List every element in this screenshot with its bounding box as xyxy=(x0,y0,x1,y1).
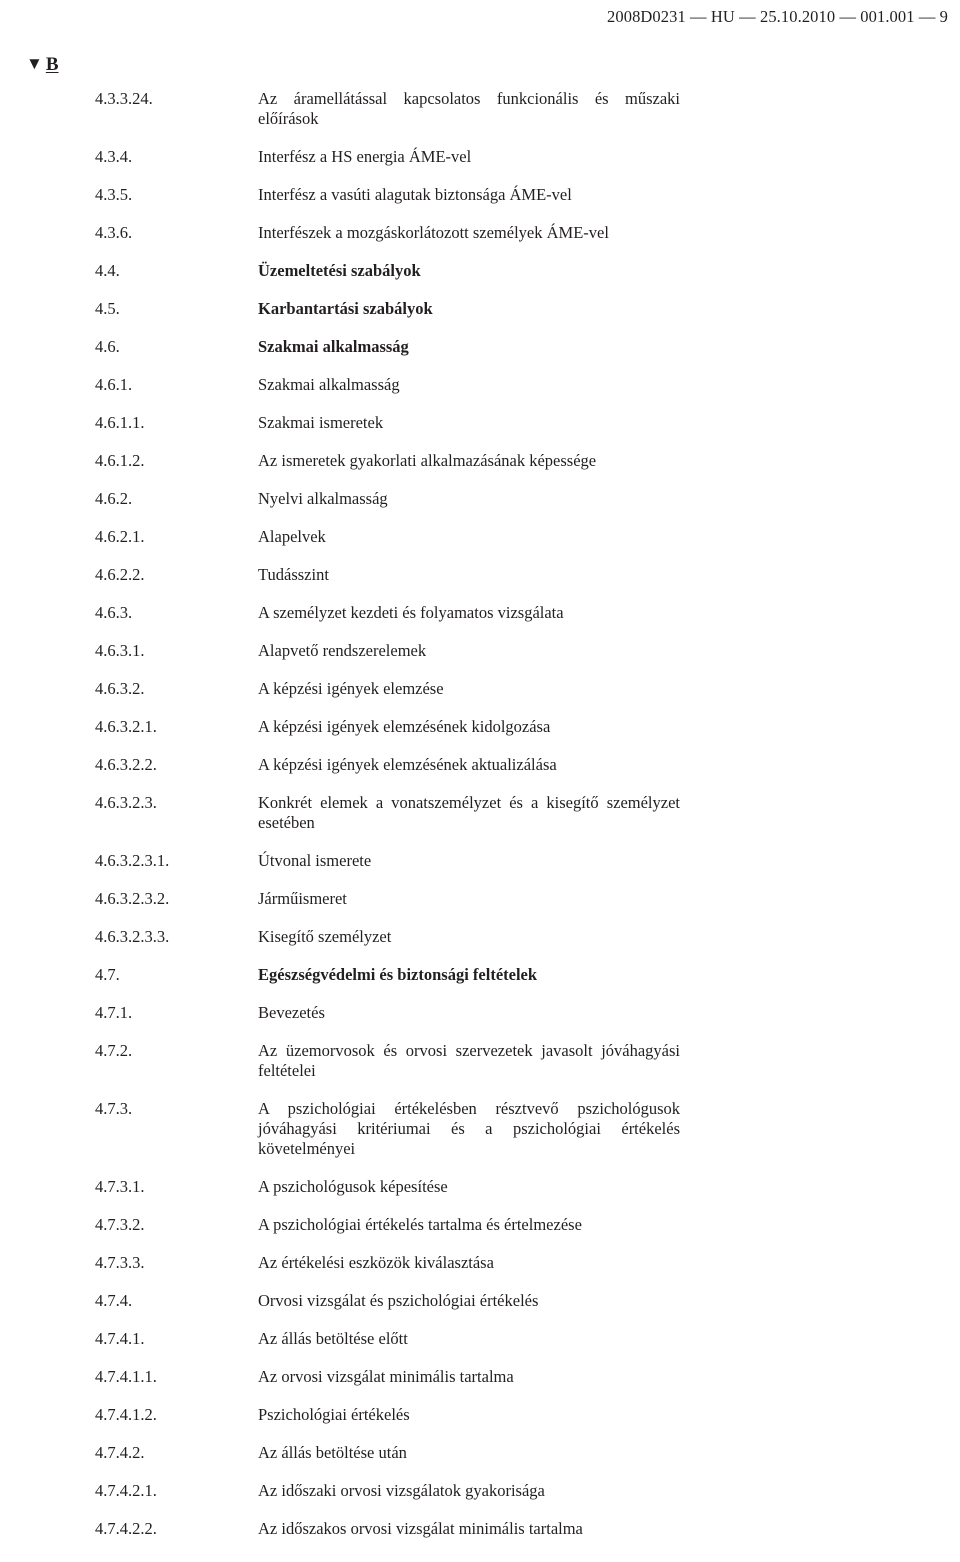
section-title: Interfész a vasúti alagutak biztonsága ÁME-vel xyxy=(258,185,572,204)
toc-entry xyxy=(95,489,680,509)
toc-entry xyxy=(95,1215,680,1235)
toc-entry xyxy=(95,1177,680,1197)
marker-label: B xyxy=(45,54,59,75)
section-title: Szakmai ismeretek xyxy=(258,413,384,432)
toc-entry xyxy=(95,261,680,281)
section-number: 4.6.2.2. xyxy=(95,565,145,584)
section-title: Az orvosi vizsgálat minimális tartalma xyxy=(258,1367,514,1386)
section-title: Üzemeltetési szabályok xyxy=(258,261,421,280)
toc-entry xyxy=(95,337,680,357)
section-title: Az időszakos orvosi vizsgálat minimális tartalma xyxy=(258,1519,583,1538)
section-number: 4.4. xyxy=(95,261,120,280)
toc-entry xyxy=(95,565,680,585)
toc-entry xyxy=(95,527,680,547)
toc-entry xyxy=(95,927,680,947)
section-title: Karbantartási szabályok xyxy=(258,299,433,318)
toc-entry xyxy=(95,851,680,871)
section-title: Pszichológiai értékelés xyxy=(258,1405,410,1424)
section-title: Egészségvédelmi és biztonsági feltételek xyxy=(258,965,538,984)
section-title: A pszichológiai értékelésben résztvevő pszichológusok jóváhagyási kritériumai és a pszichológiai értékelés követelményei xyxy=(258,1099,680,1158)
section-number: 4.3.5. xyxy=(95,185,133,204)
section-title: Járműismeret xyxy=(258,889,347,908)
section-number: 4.7.4.1.2. xyxy=(95,1405,157,1424)
toc-entry xyxy=(95,755,680,775)
section-number: 4.7.4.1.1. xyxy=(95,1367,157,1386)
toc-entry xyxy=(95,1003,680,1023)
section-title: Az értékelési eszközök kiválasztása xyxy=(258,1253,494,1272)
section-number: 4.6. xyxy=(95,337,120,356)
section-number: 4.7.3.1. xyxy=(95,1177,145,1196)
toc-entry xyxy=(95,889,680,909)
section-title: A pszichológusok képesítése xyxy=(258,1177,448,1196)
section-title: Az állás betöltése előtt xyxy=(258,1329,408,1348)
section-number: 4.7.3. xyxy=(95,1099,133,1118)
section-number: 4.6.3.1. xyxy=(95,641,145,660)
section-number: 4.6.1.2. xyxy=(95,451,145,470)
section-number: 4.6.2.1. xyxy=(95,527,145,546)
toc-entry xyxy=(95,375,680,395)
toc-entry xyxy=(95,1519,680,1539)
section-title: A személyzet kezdeti és folyamatos vizsgálata xyxy=(258,603,564,622)
section-title: A képzési igények elemzésének aktualizálása xyxy=(258,755,557,774)
section-title: A képzési igények elemzésének kidolgozása xyxy=(258,717,551,736)
section-number: 4.3.4. xyxy=(95,147,133,166)
section-number: 4.7.1. xyxy=(95,1003,133,1022)
section-title: Alapelvek xyxy=(258,527,326,546)
toc-entry xyxy=(95,299,680,319)
toc-entry xyxy=(95,717,680,737)
toc-entry xyxy=(95,1099,680,1159)
toc-entry xyxy=(95,147,680,167)
toc-entry xyxy=(95,641,680,661)
toc-entry xyxy=(95,1291,680,1311)
toc-entry xyxy=(95,413,680,433)
toc-entry xyxy=(95,1481,680,1501)
section-title: Nyelvi alkalmasság xyxy=(258,489,388,508)
toc-entry xyxy=(95,965,680,985)
section-number: 4.6.3.2.3.1. xyxy=(95,851,170,870)
toc-entry xyxy=(95,1041,680,1081)
section-title: A képzési igények elemzése xyxy=(258,679,444,698)
toc-entry xyxy=(95,451,680,471)
section-number: 4.6.3.2. xyxy=(95,679,145,698)
section-title: Tudásszint xyxy=(258,565,329,584)
amendment-marker xyxy=(26,54,59,76)
section-title: A pszichológiai értékelés tartalma és értelmezése xyxy=(258,1215,582,1234)
toc-entry xyxy=(95,1253,680,1273)
section-number: 4.7.4. xyxy=(95,1291,133,1310)
section-number: 4.6.3.2.3.2. xyxy=(95,889,170,908)
section-title: Interfész a HS energia ÁME-vel xyxy=(258,147,472,166)
section-number: 4.6.3. xyxy=(95,603,133,622)
section-number: 4.7. xyxy=(95,965,120,984)
toc-entry xyxy=(95,1329,680,1349)
toc-entry xyxy=(95,679,680,699)
section-number: 4.7.4.2.1. xyxy=(95,1481,157,1500)
section-number: 4.7.4.2. xyxy=(95,1443,145,1462)
section-number: 4.3.3.24. xyxy=(95,89,153,108)
section-number: 4.6.3.2.2. xyxy=(95,755,157,774)
section-title: Az ismeretek gyakorlati alkalmazásának képessége xyxy=(258,451,597,470)
section-number: 4.3.6. xyxy=(95,223,133,242)
section-title: Bevezetés xyxy=(258,1003,325,1022)
section-title: Orvosi vizsgálat és pszichológiai értékelés xyxy=(258,1291,539,1310)
section-title: Az állás betöltése után xyxy=(258,1443,407,1462)
section-number: 4.6.2. xyxy=(95,489,133,508)
toc-entry xyxy=(95,223,680,243)
toc-entry xyxy=(95,1443,680,1463)
toc-entry xyxy=(95,89,680,129)
triangle-down-icon: ▼ xyxy=(26,54,43,73)
section-title: Útvonal ismerete xyxy=(258,851,372,870)
section-number: 4.7.4.1. xyxy=(95,1329,145,1348)
section-title: Interfészek a mozgáskorlátozott személyek ÁME-vel xyxy=(258,223,609,242)
toc-entry xyxy=(95,185,680,205)
section-title: Konkrét elemek a vonatszemélyzet és a kisegítő személyzet esetében xyxy=(258,793,680,832)
section-title: Szakmai alkalmasság xyxy=(258,375,400,394)
running-header: 2008D0231 — HU — 25.10.2010 — 001.001 — 9 xyxy=(607,7,948,26)
section-number: 4.7.4.2.2. xyxy=(95,1519,157,1538)
section-title: Szakmai alkalmasság xyxy=(258,337,409,356)
toc-entry xyxy=(95,1367,680,1387)
section-number: 4.6.3.2.3.3. xyxy=(95,927,170,946)
section-number: 4.6.3.2.1. xyxy=(95,717,157,736)
section-title: Az üzemorvosok és orvosi szervezetek javasolt jóváhagyási feltételei xyxy=(258,1041,680,1080)
table-of-contents xyxy=(95,89,680,1557)
section-number: 4.5. xyxy=(95,299,120,318)
section-number: 4.6.1. xyxy=(95,375,133,394)
section-number: 4.7.2. xyxy=(95,1041,133,1060)
section-title: Alapvető rendszerelemek xyxy=(258,641,427,660)
toc-entry xyxy=(95,603,680,623)
toc-entry xyxy=(95,1405,680,1425)
section-title: Kisegítő személyzet xyxy=(258,927,392,946)
toc-entry xyxy=(95,793,680,833)
section-number: 4.7.3.3. xyxy=(95,1253,145,1272)
section-number: 4.6.1.1. xyxy=(95,413,145,432)
section-title: Az áramellátással kapcsolatos funkcionális és műszaki előírások xyxy=(258,89,680,128)
section-title: Az időszaki orvosi vizsgálatok gyakorisága xyxy=(258,1481,545,1500)
section-number: 4.6.3.2.3. xyxy=(95,793,157,812)
section-number: 4.7.3.2. xyxy=(95,1215,145,1234)
